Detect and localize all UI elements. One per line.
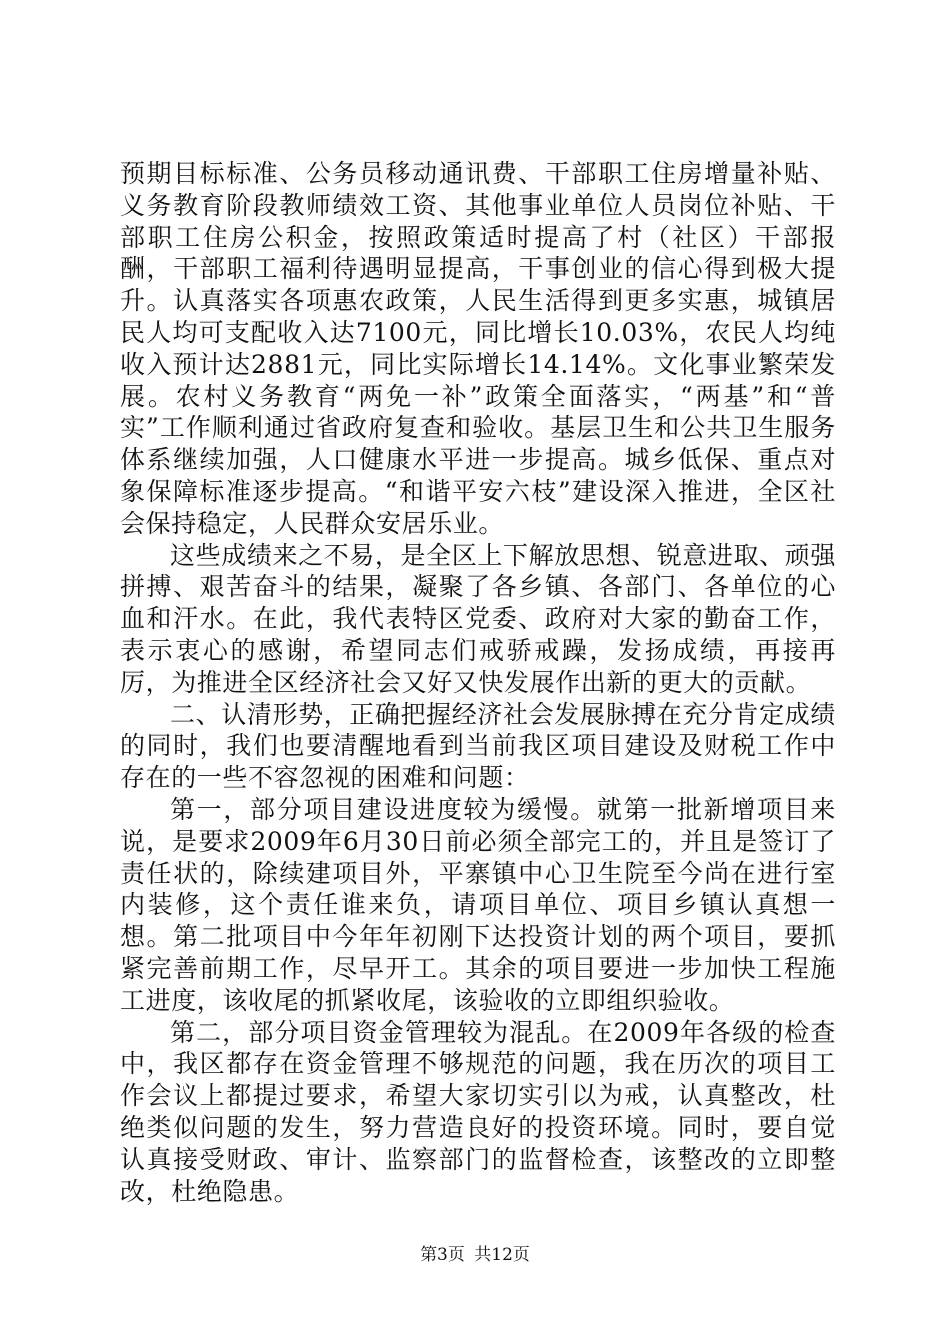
paragraph-1: 预期目标标准、公务员移动通讯费、干部职工住房增量补贴、义务教育阶段教师绩效工资、其他事业单位人员岗位补贴、干部职工住房公积金，按照政策适时提高了村（社区）干部报酬，干部职工福利待遇明显提高，干事创业的信心得到极大提升。认真落实各项惠农政策，人民生活得到更多实惠，城镇居民人均可支配收入达7100元，同比增长10.03%，农民人均纯收入预计达2881元，同比实际增长14.14%。文化事业繁荣发展。农村义务教育“两免一补”政策全面落实，“两基”和“普实”工作顺利通过省政府复查和验收。基层卫生和公共卫生服务体系继续加强，人口健康水平进一步提高。城乡低保、重点对象保障标准逐步提高。“和谐平安六枝”建设深入推进，全区社会保持稳定，人民群众安居乐业。 [120,159,836,538]
page-footer [0,1244,950,1266]
paragraph-3: 二、认清形势，正确把握经济社会发展脉搏在充分肯定成绩的同时，我们也要清醒地看到当前我区项目建设及财税工作中存在的一些不容忽视的困难和问题： [120,699,836,793]
paragraph-5: 第二，部分项目资金管理较为混乱。在2009年各级的检查中，我区都存在资金管理不够规范的问题，我在历次的项目工作会议上都提过要求，希望大家切实引以为戒，认真整改，杜绝类似问题的发生，努力营造良好的投资环境。同时，要自觉认真接受财政、审计、监察部门的监督检查，该整改的立即整改，杜绝隐患。 [120,1017,836,1206]
paragraph-2: 这些成绩来之不易，是全区上下解放思想、锐意进取、顽强拼搏、艰苦奋斗的结果，凝聚了各乡镇、各部门、各单位的心血和汗水。在此，我代表特区党委、政府对大家的勤奋工作，表示衷心的感谢，希望同志们戒骄戒躁，发扬成绩，再接再厉，为推进全区经济社会又好又快发展作出新的更大的贡献。 [120,540,836,697]
page-total: 共12页 [474,1245,530,1265]
paragraph-4: 第一，部分项目建设进度较为缓慢。就第一批新增项目来说，是要求2009年6月30日前必须全部完工的，并且是签订了责任状的，除续建项目外，平寨镇中心卫生院至今尚在进行室内装修，这个责任谁来负，请项目单位、项目乡镇认真想一想。第二批项目中今年年初刚下达投资计划的两个项目，要抓紧完善前期工作，尽早开工。其余的项目要进一步加快工程施工进度，该收尾的抓紧收尾，该验收的立即组织验收。 [120,794,836,1015]
page-number: 第3页 [420,1245,465,1265]
document-body [120,158,836,1207]
